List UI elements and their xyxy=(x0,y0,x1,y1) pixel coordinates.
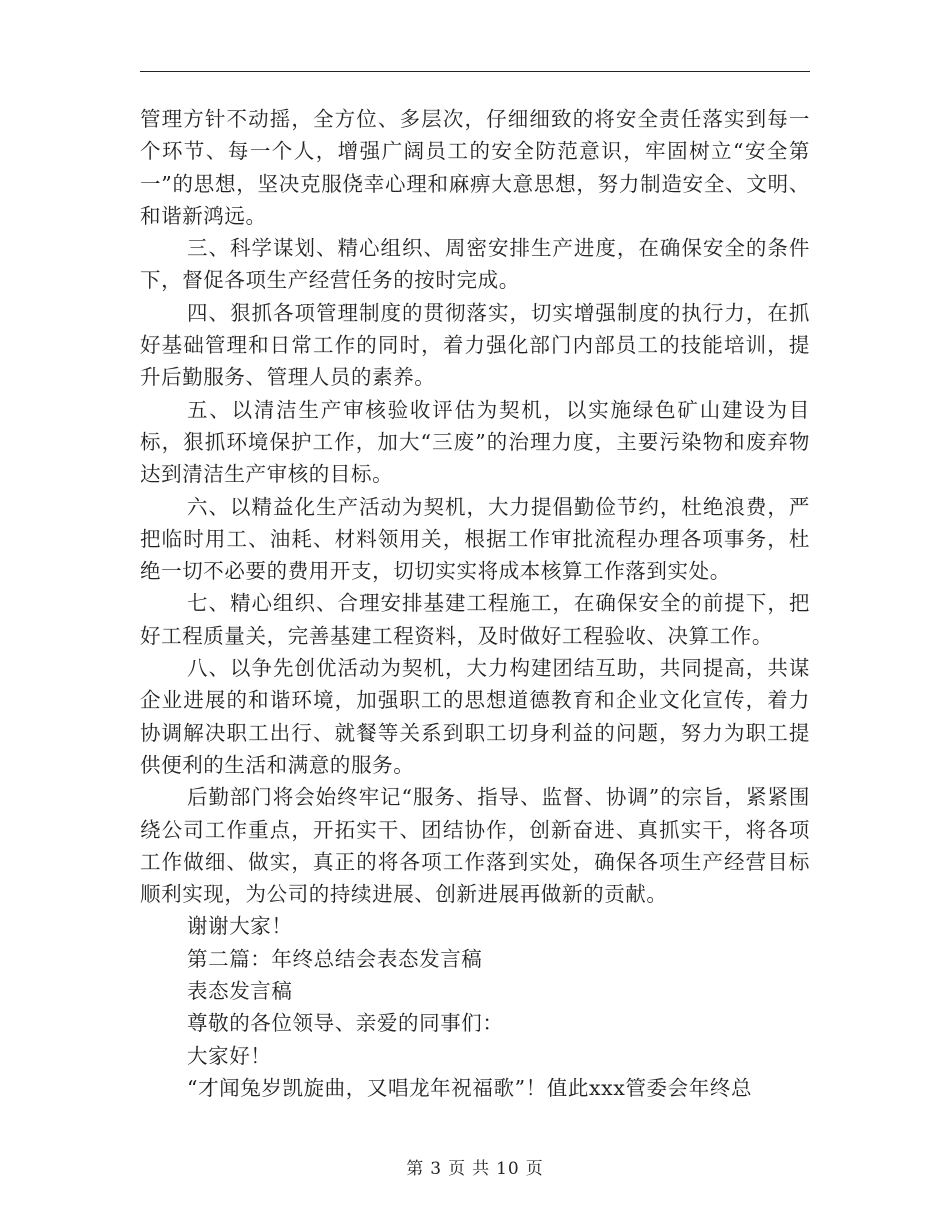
document-body xyxy=(140,103,810,1104)
paragraph-item-7: 七、精心组织、合理安排基建工程施工，在确保安全的前提下，把好工程质量关，完善基建工程资料，及时做好工程验收、决算工作。 xyxy=(140,591,810,648)
paragraph-thanks: 谢谢大家！ xyxy=(187,914,293,939)
paragraph-item-4: 四、狠抓各项管理制度的贯彻落实，切实增强制度的执行力，在抓好基础管理和日常工作的同时，着力强化部门内部员工的技能培训，提升后勤服务、管理人员的素养。 xyxy=(140,300,810,390)
footer-page-unit: 页 xyxy=(448,1159,467,1179)
speech-title: 表态发言稿 xyxy=(187,979,293,1004)
footer-total-label: 共 xyxy=(472,1159,491,1179)
paragraph-item-6: 六、以精益化生产活动为契机，大力提倡勤俭节约，杜绝浪费，严把临时用工、油耗、材料领用关，根据工作审批流程办理各项事务，杜绝一切不必要的费用开支，切切实实将成本核算工作落到实处。 xyxy=(140,494,810,584)
footer-page-label: 第 xyxy=(406,1159,425,1179)
page-footer xyxy=(0,1154,950,1179)
salutation: 尊敬的各位领导、亲爱的同事们： xyxy=(187,1011,504,1036)
paragraph-item-3: 三、科学谋划、精心组织、周密安排生产进度，在确保安全的条件下，督促各项生产经营任务的按时完成。 xyxy=(140,236,810,293)
paragraph-item-5: 五、以清洁生产审核验收评估为契机，以实施绿色矿山建设为目标，狠抓环境保护工作，加大“三废”的治理力度，主要污染物和废弃物达到清洁生产审核的目标。 xyxy=(140,397,810,487)
paragraph-opening: “才闻兔岁凯旋曲，又唱龙年祝福歌”！值此xxx管委会年终总 xyxy=(187,1075,753,1100)
section-heading: 第二篇：年终总结会表态发言稿 xyxy=(187,946,483,971)
header-rule xyxy=(140,71,810,72)
paragraph-item-8: 八、以争先创优活动为契机，大力构建团结互助，共同提高，共谋企业进展的和谐环境，加强职工的思想道德教育和企业文化宣传，着力协调解决职工出行、就餐等关系到职工切身利益的问题，努力为职工提供便利的生活和满意的服务。 xyxy=(140,656,810,777)
footer-total-pages: 10 xyxy=(496,1159,520,1179)
greeting: 大家好！ xyxy=(187,1043,272,1068)
paragraph-closing-statement: 后勤部门将会始终牢记“服务、指导、监督、协调”的宗旨，紧紧围绕公司工作重点，开拓实干、团结协作，创新奋进、真抓实干，将各项工作做细、做实，真正的将各项工作落到实处，确保各项生产经营目标顺利实现，为公司的持续进展、创新进展再做新的贡献。 xyxy=(140,785,810,907)
footer-total-unit: 页 xyxy=(525,1159,544,1179)
footer-page-number: 3 xyxy=(430,1159,443,1179)
paragraph-continuation: 管理方针不动摇，全方位、多层次，仔细细致的将安全责任落实到每一个环节、每一个人，增强广阔员工的安全防范意识，牢固树立“安全第一”的思想，坚决克服侥幸心理和麻痹大意思想，努力制造安全、文明、和谐新鸿远。 xyxy=(140,107,810,228)
